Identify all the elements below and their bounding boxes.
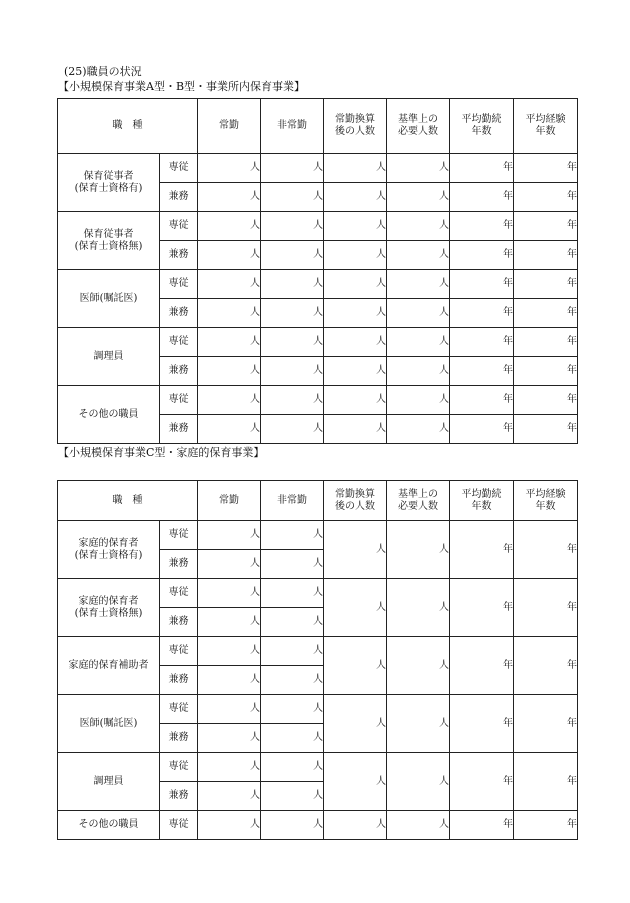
full-time-count-cell: 人 <box>198 299 261 328</box>
table-row <box>58 579 578 608</box>
table-row <box>58 212 578 241</box>
required-count-cell: 人 <box>387 811 450 840</box>
part-time-count-cell: 人 <box>261 637 324 666</box>
table-row <box>58 154 578 183</box>
part-time-count-cell: 人 <box>261 183 324 212</box>
header-job <box>58 481 198 521</box>
tenure-years-cell: 年 <box>450 183 514 212</box>
part-time-count-cell: 人 <box>261 782 324 811</box>
required-count-cell: 人 <box>387 695 450 753</box>
employment-type-concurrent: 兼務 <box>160 608 198 637</box>
header-converted-line1: 常勤換算 <box>335 114 375 125</box>
table-row <box>58 637 578 666</box>
converted-count-cell: 人 <box>324 415 387 444</box>
job-category-label: 医師(嘱託医) <box>79 292 138 304</box>
employment-type-concurrent: 兼務 <box>160 724 198 753</box>
tenure-years-cell: 年 <box>450 386 514 415</box>
header-required-line2: 必要人数 <box>398 126 438 137</box>
header-tenure-line2: 年数 <box>471 500 492 512</box>
required-count-cell: 人 <box>387 521 450 579</box>
table-row <box>58 695 578 724</box>
job-category-label: 家庭的保育補助者 <box>68 659 149 671</box>
job-category-sublabel: (保育士資格有) <box>74 182 143 194</box>
required-count-cell: 人 <box>387 183 450 212</box>
experience-years-cell: 年 <box>514 241 578 270</box>
part-time-count-cell: 人 <box>261 299 324 328</box>
part-time-count-cell: 人 <box>261 811 324 840</box>
employment-type-concurrent: 兼務 <box>160 357 198 386</box>
part-time-count-cell: 人 <box>261 695 324 724</box>
table-row <box>58 811 578 840</box>
full-time-count-cell: 人 <box>198 550 261 579</box>
part-time-count-cell: 人 <box>261 579 324 608</box>
table-row <box>58 753 578 782</box>
header-converted-line1: 常勤換算 <box>335 488 375 500</box>
staff-table-b <box>57 480 578 840</box>
full-time-count-cell: 人 <box>198 357 261 386</box>
header-job <box>58 99 198 154</box>
employment-type-concurrent: 兼務 <box>160 415 198 444</box>
required-count-cell: 人 <box>387 241 450 270</box>
required-count-cell: 人 <box>387 415 450 444</box>
part-time-count-cell: 人 <box>261 415 324 444</box>
part-time-count-cell: 人 <box>261 212 324 241</box>
header-required <box>387 481 450 521</box>
experience-years-cell: 年 <box>514 183 578 212</box>
converted-count-cell: 人 <box>324 695 387 753</box>
header-experience-line2: 年数 <box>535 500 556 512</box>
full-time-count-cell: 人 <box>198 637 261 666</box>
header-job-label: 職 種 <box>112 120 143 131</box>
experience-years-cell: 年 <box>514 637 578 695</box>
experience-years-cell: 年 <box>514 328 578 357</box>
part-time-count-cell: 人 <box>261 241 324 270</box>
job-category <box>58 579 160 637</box>
employment-type-dedicated: 専従 <box>160 386 198 415</box>
header-experience <box>514 481 578 521</box>
tenure-years-cell: 年 <box>450 695 514 753</box>
header-row <box>58 481 578 521</box>
header-tenure-line2: 年数 <box>471 126 492 137</box>
converted-count-cell: 人 <box>324 328 387 357</box>
job-category <box>58 753 160 811</box>
header-tenure-line1: 平均勤続 <box>461 488 502 500</box>
header-full-time: 常勤 <box>198 99 261 154</box>
employment-type-dedicated: 専従 <box>160 270 198 299</box>
job-category-label: その他の職員 <box>78 408 139 420</box>
table-row <box>58 270 578 299</box>
tenure-years-cell: 年 <box>450 299 514 328</box>
job-category <box>58 386 160 444</box>
full-time-count-cell: 人 <box>198 270 261 299</box>
employment-type-dedicated: 専従 <box>160 811 198 840</box>
experience-years-cell: 年 <box>514 521 578 579</box>
header-full-time: 常勤 <box>198 481 261 521</box>
header-converted <box>324 99 387 154</box>
converted-count-cell: 人 <box>324 386 387 415</box>
converted-count-cell: 人 <box>324 579 387 637</box>
full-time-count-cell: 人 <box>198 666 261 695</box>
experience-years-cell: 年 <box>514 695 578 753</box>
header-converted <box>324 481 387 521</box>
experience-years-cell: 年 <box>514 579 578 637</box>
part-time-count-cell: 人 <box>261 357 324 386</box>
job-category-label: 調理員 <box>93 350 124 362</box>
header-required-line1: 基準上の <box>398 488 438 500</box>
experience-years-cell: 年 <box>514 415 578 444</box>
tenure-years-cell: 年 <box>450 270 514 299</box>
header-part-time: 非常勤 <box>261 99 324 154</box>
converted-count-cell: 人 <box>324 357 387 386</box>
tenure-years-cell: 年 <box>450 415 514 444</box>
required-count-cell: 人 <box>387 753 450 811</box>
required-count-cell: 人 <box>387 637 450 695</box>
part-time-count-cell: 人 <box>261 328 324 357</box>
job-category-label: 家庭的保育者 <box>78 595 139 607</box>
experience-years-cell: 年 <box>514 154 578 183</box>
employment-type-dedicated: 専従 <box>160 328 198 357</box>
full-time-count-cell: 人 <box>198 212 261 241</box>
converted-count-cell: 人 <box>324 637 387 695</box>
header-experience <box>514 99 578 154</box>
employment-type-concurrent: 兼務 <box>160 666 198 695</box>
tenure-years-cell: 年 <box>450 521 514 579</box>
header-required-line1: 基準上の <box>398 114 438 125</box>
part-time-count-cell: 人 <box>261 724 324 753</box>
job-category <box>58 695 160 753</box>
part-time-count-cell: 人 <box>261 521 324 550</box>
full-time-count-cell: 人 <box>198 386 261 415</box>
employment-type-concurrent: 兼務 <box>160 241 198 270</box>
required-count-cell: 人 <box>387 270 450 299</box>
header-converted-line2: 後の人数 <box>335 500 375 512</box>
header-tenure <box>450 99 514 154</box>
required-count-cell: 人 <box>387 328 450 357</box>
full-time-count-cell: 人 <box>198 753 261 782</box>
table-b-title: 【小規模保育事業C型・家庭的保育事業】 <box>58 446 265 459</box>
job-category-label: 医師(嘱託医) <box>79 717 138 729</box>
header-part-time: 非常勤 <box>261 481 324 521</box>
job-category-label: 保育従事者 <box>83 228 134 240</box>
header-experience-line1: 平均経験 <box>525 488 566 500</box>
employment-type-dedicated: 専従 <box>160 695 198 724</box>
experience-years-cell: 年 <box>514 212 578 241</box>
full-time-count-cell: 人 <box>198 579 261 608</box>
header-job-label: 職 種 <box>112 494 143 506</box>
employment-type-dedicated: 専従 <box>160 637 198 666</box>
job-category <box>58 328 160 386</box>
job-category-sublabel: (保育士資格無) <box>74 607 143 619</box>
experience-years-cell: 年 <box>514 753 578 811</box>
converted-count-cell: 人 <box>324 811 387 840</box>
full-time-count-cell: 人 <box>198 521 261 550</box>
part-time-count-cell: 人 <box>261 154 324 183</box>
header-experience-line1: 平均経験 <box>525 114 566 125</box>
header-required-line2: 必要人数 <box>398 500 438 512</box>
converted-count-cell: 人 <box>324 753 387 811</box>
full-time-count-cell: 人 <box>198 608 261 637</box>
header-experience-line2: 年数 <box>535 126 556 137</box>
tenure-years-cell: 年 <box>450 357 514 386</box>
job-category <box>58 212 160 270</box>
full-time-count-cell: 人 <box>198 328 261 357</box>
full-time-count-cell: 人 <box>198 183 261 212</box>
job-category <box>58 154 160 212</box>
full-time-count-cell: 人 <box>198 241 261 270</box>
full-time-count-cell: 人 <box>198 154 261 183</box>
required-count-cell: 人 <box>387 357 450 386</box>
job-category <box>58 270 160 328</box>
header-row <box>58 99 578 154</box>
tenure-years-cell: 年 <box>450 154 514 183</box>
job-category <box>58 811 160 840</box>
full-time-count-cell: 人 <box>198 415 261 444</box>
full-time-count-cell: 人 <box>198 724 261 753</box>
required-count-cell: 人 <box>387 386 450 415</box>
full-time-count-cell: 人 <box>198 782 261 811</box>
employment-type-concurrent: 兼務 <box>160 550 198 579</box>
tenure-years-cell: 年 <box>450 212 514 241</box>
full-time-count-cell: 人 <box>198 695 261 724</box>
job-category-label: 家庭的保育者 <box>78 537 139 549</box>
tenure-years-cell: 年 <box>450 328 514 357</box>
tenure-years-cell: 年 <box>450 637 514 695</box>
tenure-years-cell: 年 <box>450 811 514 840</box>
job-category-sublabel: (保育士資格無) <box>74 240 143 252</box>
converted-count-cell: 人 <box>324 299 387 328</box>
part-time-count-cell: 人 <box>261 550 324 579</box>
employment-type-concurrent: 兼務 <box>160 782 198 811</box>
job-category-sublabel: (保育士資格有) <box>74 549 143 561</box>
employment-type-dedicated: 専従 <box>160 154 198 183</box>
header-tenure-line1: 平均勤続 <box>461 114 502 125</box>
employment-type-dedicated: 専従 <box>160 212 198 241</box>
tenure-years-cell: 年 <box>450 753 514 811</box>
part-time-count-cell: 人 <box>261 753 324 782</box>
part-time-count-cell: 人 <box>261 270 324 299</box>
converted-count-cell: 人 <box>324 154 387 183</box>
part-time-count-cell: 人 <box>261 666 324 695</box>
table-row <box>58 386 578 415</box>
job-category <box>58 637 160 695</box>
job-category-label: その他の職員 <box>78 819 139 830</box>
header-tenure <box>450 481 514 521</box>
tenure-years-cell: 年 <box>450 241 514 270</box>
converted-count-cell: 人 <box>324 270 387 299</box>
experience-years-cell: 年 <box>514 386 578 415</box>
job-category <box>58 521 160 579</box>
experience-years-cell: 年 <box>514 357 578 386</box>
part-time-count-cell: 人 <box>261 608 324 637</box>
required-count-cell: 人 <box>387 579 450 637</box>
section-title: (25)職員の状況 <box>64 65 142 78</box>
required-count-cell: 人 <box>387 154 450 183</box>
staff-table-a <box>57 98 578 444</box>
converted-count-cell: 人 <box>324 521 387 579</box>
experience-years-cell: 年 <box>514 811 578 840</box>
table-a-title: 【小規模保育事業A型・B型・事業所内保育事業】 <box>58 80 306 93</box>
employment-type-dedicated: 専従 <box>160 579 198 608</box>
tenure-years-cell: 年 <box>450 579 514 637</box>
job-category-label: 保育従事者 <box>83 170 134 182</box>
converted-count-cell: 人 <box>324 183 387 212</box>
experience-years-cell: 年 <box>514 270 578 299</box>
header-required <box>387 99 450 154</box>
required-count-cell: 人 <box>387 299 450 328</box>
experience-years-cell: 年 <box>514 299 578 328</box>
converted-count-cell: 人 <box>324 212 387 241</box>
part-time-count-cell: 人 <box>261 386 324 415</box>
table-row <box>58 521 578 550</box>
employment-type-dedicated: 専従 <box>160 521 198 550</box>
table-row <box>58 328 578 357</box>
employment-type-concurrent: 兼務 <box>160 299 198 328</box>
required-count-cell: 人 <box>387 212 450 241</box>
converted-count-cell: 人 <box>324 241 387 270</box>
employment-type-dedicated: 専従 <box>160 753 198 782</box>
full-time-count-cell: 人 <box>198 811 261 840</box>
employment-type-concurrent: 兼務 <box>160 183 198 212</box>
job-category-label: 調理員 <box>93 775 124 787</box>
header-converted-line2: 後の人数 <box>335 126 375 137</box>
